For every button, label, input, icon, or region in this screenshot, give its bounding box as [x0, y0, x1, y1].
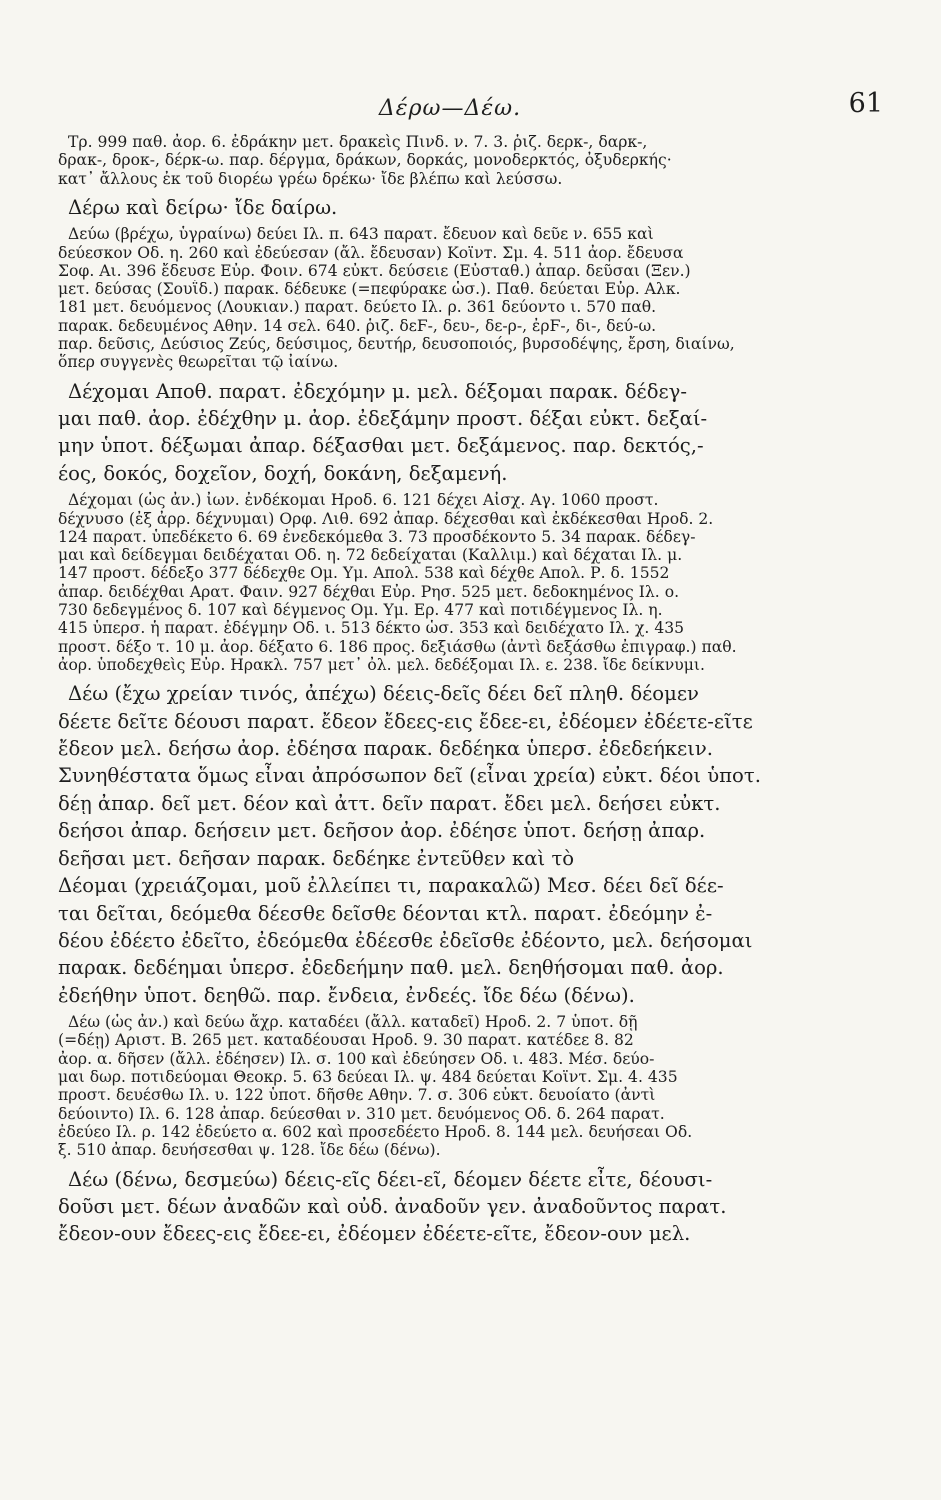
page-body — [58, 133, 894, 1252]
text-line: Δεύω (βρέχω, ὑγραίνω) δεύει Ιλ. π. 643 παρατ. ἔδευον καὶ δεῦε ν. 655 καὶ — [68, 225, 654, 244]
text-line: παρακ. δεδευμένος Αθην. 14 σελ. 640. ῥιζ. δεϜ-, δευ-, δε-ρ-, ἐρϜ-, δι-, δεύ-ω. — [58, 316, 657, 335]
text-line: Δέχομαι (ὡς ἀν.) ἰων. ἐνδέκομαι Ηροδ. 6. 121 δέχει Αἰσχ. Αγ. 1060 προστ. — [68, 491, 659, 510]
text-line: ὅπερ συγγενὲς θεωρεῖται τῷ ἰαίνω. — [58, 353, 339, 372]
text-line: ἀπαρ. δειδέχθαι Αρατ. Φαιν. 927 δέχθαι Εὐρ. Ρησ. 525 μετ. δεδοκημένος Ιλ. ο. — [58, 582, 680, 601]
text-line: δέετε δεῖτε δέουσι παρατ. ἔδεον ἔδεες-εις ἔδεε-ει, ἐδέομεν ἐδέετε-εῖτε — [58, 709, 753, 733]
text-line: Σοφ. Αι. 396 ἔδευσε Εὐρ. Φοιν. 674 εὐκτ. δεύσειε (Εὐσταθ.) ἀπαρ. δεῦσαι (Ξεν.) — [58, 261, 691, 280]
text-line: κατ᾽ ἄλλους ἐκ τοῦ διορέω γρέω δρέκω· ἴδε βλέπω καὶ λεύσσω. — [58, 169, 563, 188]
text-line: δεῆσαι μετ. δεῆσαν παρακ. δεδέηκε ἐντεῦθεν καὶ τὸ — [58, 846, 575, 870]
page-header — [0, 88, 941, 128]
text-line: προστ. δευέσθω Ιλ. υ. 122 ὑποτ. δῆσθε Αθην. 7. σ. 306 εὐκτ. δευοίατο (ἀντὶ — [58, 1086, 656, 1105]
text-line: Δέχομαι Αποθ. παρατ. ἐδεχόμην μ. μελ. δέξομαι παρακ. δέδεγ- — [68, 379, 687, 403]
text-line: ἐδεύεο Ιλ. ρ. 142 ἐδεύετο α. 602 καὶ προσεδέετο Ηροδ. 8. 144 μελ. δευήσεαι Οδ. — [58, 1122, 693, 1141]
entry-block-small — [58, 1013, 894, 1159]
text-line: 181 μετ. δευόμενος (Λουκιαν.) παρατ. δεύετο Ιλ. ρ. 361 δεύοντο ι. 570 παθ. — [58, 298, 657, 317]
entry-block-large — [58, 1166, 894, 1248]
text-line: δεύεσκον Οδ. η. 260 καὶ ἐδεύεσαν (ἄλ. ἔδευσαν) Κοϊνт. Σμ. 4. 511 ἀορ. ἔδευσα — [58, 243, 684, 262]
text-line: 124 παρατ. ὑπεδέκετο 6. 69 ἐνεδεκόμεθα 3. 73 προσδέκοντο 5. 34 παρακ. δέδεγ- — [58, 527, 696, 546]
text-line: μαι παθ. ἀορ. ἐδέχθην μ. ἀορ. ἐδεξάμην προστ. δέξαι εὐκτ. δεξαί- — [58, 407, 708, 431]
text-line: δέχνυσο (ἐξ ἀρρ. δέχνυμαι) Ορφ. Λιθ. 692 ἀπαρ. δέχεσθαι καὶ ἐκδέκεσθαι Ηροδ. 2. — [58, 509, 714, 528]
entry-block-small — [58, 491, 894, 674]
entry-block-small — [58, 133, 894, 188]
entry-block-large — [58, 378, 894, 488]
text-line: παρακ. δεδέημαι ὑπερσ. ἐδεδεήμην παθ. μελ. δεηθήσομαι παθ. ἀορ. — [58, 956, 724, 980]
text-line: (=δέῃ) Αριστ. Β. 265 μετ. καταδέουσαι Ηροδ. 9. 30 παρατ. κατέδεε 8. 82 — [58, 1031, 634, 1050]
text-line: ἐδεήθην ὑποτ. δεηθῶ. παρ. ἔνδεια, ἐνδεές. ἴδε δέω (δένω). — [58, 983, 635, 1007]
text-line: δεύοιντο) Ιλ. 6. 128 ἀπαρ. δεύεσθαι ν. 310 μετ. δευόμενος Οδ. δ. 264 παρατ. — [58, 1104, 665, 1123]
page-number: 61 — [848, 88, 883, 119]
text-line: ἀορ. α. δῆσεν (ἄλλ. ἐδέησεν) Ιλ. σ. 100 καὶ ἐδεύησεν Οδ. ι. 483. Μέσ. δεύο- — [58, 1049, 655, 1068]
text-line: δρακ-, δροκ-, δέρκ-ω. παρ. δέργμα, δράκων, δορκάς, μονοδερκτός, ὀξυδερκής· — [58, 151, 672, 170]
text-line: 147 προστ. δέδεξο 377 δέδεχθε Ομ. Υμ. Απολ. 538 καὶ δέχθε Απολ. Ρ. δ. 1552 — [58, 564, 670, 583]
text-line: Δέομαι (χρειάζομαι, μοῦ ἐλλείπει τι, παρακαλῶ) Μεσ. δέει δεῖ δέε- — [58, 874, 724, 898]
text-line: ἀορ. ὑποδεχθεὶς Εὐρ. Ηρακλ. 757 μετ᾽ ὀλ. μελ. δεδέξομαι Ιλ. ε. 238. ἴδε δείκνυμι. — [58, 655, 705, 674]
entry-block-large — [58, 680, 894, 1009]
text-line: προστ. δέξο τ. 10 μ. ἀορ. δέξατο 6. 186 προς. δεξιάσθω (ἀντὶ δεξάσθω ἐπιγραφ.) παθ. — [58, 637, 737, 656]
text-line: μαι δωρ. ποτιδεύομαι Θεοκρ. 5. 63 δεύεαι Ιλ. ψ. 484 δεύεται Κοϊντ. Σμ. 4. 435 — [58, 1068, 678, 1087]
text-line: δεήσοι ἀπαρ. δεήσειν μετ. δεῆσον ἀορ. ἐδέησε ὑποτ. δεήσῃ ἀπαρ. — [58, 819, 706, 843]
text-line: Δέω (δένω, δεσμεύω) δέεις-εῖς δέει-εῖ, δέομεν δέετε εἶτε, δέουσι- — [68, 1167, 713, 1191]
text-line: ἔδεον μελ. δεήσω ἀορ. ἐδέησα παρακ. δεδέηκα ὑπερσ. ἐδεδεήκειν. — [58, 737, 714, 761]
entry-block-small — [58, 225, 894, 371]
text-line: ξ. 510 ἀπαρ. δευήσεσθαι ψ. 128. ἴδε δέω (δένω). — [58, 1141, 441, 1160]
text-line: έος, δοκός, δοχεῖον, δοχή, δοκάνη, δεξαμενή. — [58, 461, 508, 485]
text-line: δέῃ ἀπαρ. δεῖ μετ. δέον καὶ ἀττ. δεῖν παρατ. ἔδει μελ. δεήσει εὐκτ. — [58, 791, 721, 815]
text-line: δέου ἐδέετο ἐδεῖτο, ἐδεόμεθα ἐδέεσθε ἐδεῖσθε ἐδέοντο, μελ. δεήσομαι — [58, 928, 753, 952]
text-line: 730 δεδεγμένος δ. 107 καὶ δέγμενος Ομ. Υμ. Ερ. 477 καὶ ποτιδέγμενος Ιλ. η. — [58, 601, 663, 620]
entry-block-large — [58, 194, 894, 221]
running-title: Δέρω—Δέω. — [378, 96, 522, 121]
text-line: παρ. δεῦσις, Δεύσιος Ζεύς, δεύσιμος, δευτήρ, δευσοποιός, βυρσοδέψης, ἔρση, διαίνω, — [58, 335, 735, 354]
text-line: Δέω (ἔχω χρείαν τινός, ἀπέχω) δέεις-δεῖς δέει δεῖ πληθ. δέομεν — [68, 682, 699, 706]
text-line: Δέρω καὶ δείρω· ἴδε δαίρω. — [68, 195, 338, 219]
text-line: 415 ὑπερσ. ἡ παρατ. ἐδέγμην Οδ. ι. 513 δέκτο ὡσ. 353 καὶ δειδέχατο Ιλ. χ. 435 — [58, 619, 685, 638]
text-line: Δέω (ὡς ἀν.) καὶ δεύω ἄχρ. καταδέει (ἄλλ. καταδεῖ) Ηροδ. 2. 7 ὑποτ. δῇ — [68, 1013, 638, 1032]
text-line: ται δεῖται, δεόμεθα δέεσθε δεῖσθε δέονται κτλ. παρατ. ἐδεόμην ἐ- — [58, 901, 713, 925]
text-line: Συνηθέστατα ὅμως εἶναι ἀπρόσωπον δεῖ (εἶναι χρεία) εὐκτ. δέοι ὑποτ. — [58, 764, 761, 788]
text-line: μετ. δεύσας (Σουΐδ.) παρακ. δέδευκε (=πεφύρακε ὡσ.). Παθ. δεύεται Εὐρ. Αλκ. — [58, 280, 681, 299]
text-line: μην ὑποτ. δέξωμαι ἀπαρ. δέξασθαι μετ. δεξάμενος. παρ. δεκτός,- — [58, 434, 704, 458]
text-line: Τρ. 999 παθ. ἀορ. 6. ἐδράκην μετ. δρακεὶς Πινδ. ν. 7. 3. ῥιζ. δερκ-, δαρκ-, — [68, 133, 648, 151]
text-line: ἔδεον-ουν ἔδεες-εις ἔδεε-ει, ἐδέομεν ἐδέετε-εῖτε, ἔδεον-ουν μελ. — [58, 1222, 691, 1246]
text-line: δοῦσι μετ. δέων ἀναδῶν καὶ οὐδ. ἀναδοῦν γεν. ἀναδοῦντος παρατ. — [58, 1194, 727, 1218]
text-line: μαι καὶ δείδεγμαι δειδέχαται Οδ. η. 72 δεδείχαται (Καλλιμ.) καὶ δέχαται Ιλ. μ. — [58, 546, 683, 565]
